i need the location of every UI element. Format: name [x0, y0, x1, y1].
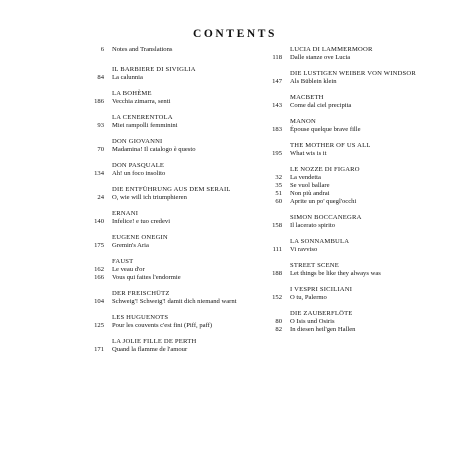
aria-entry[interactable] [248, 222, 438, 230]
page-number: 175 [94, 242, 104, 249]
contents-left-column [70, 46, 242, 362]
opera-entry [248, 286, 438, 302]
aria-title: Als Büblein klein [290, 78, 337, 85]
page-number: 104 [94, 298, 104, 305]
aria-entry[interactable] [248, 54, 438, 62]
opera-title: LA SONNAMBULA [290, 238, 350, 245]
aria-entry[interactable] [248, 190, 438, 198]
aria-title: Se vuol ballare [290, 182, 330, 189]
opera-title: DON GIOVANNI [112, 138, 163, 145]
page-number: 6 [100, 46, 104, 53]
opera-title: MANON [290, 118, 316, 125]
page-title: CONTENTS [192, 28, 278, 40]
aria-title: Le veau d'or [112, 266, 145, 273]
page-number: 134 [94, 170, 104, 177]
opera-title: EUGENE ONEGIN [112, 234, 168, 241]
page-number: 183 [272, 126, 282, 133]
page-number: 32 [275, 174, 282, 181]
aria-title: Infelice! e tuo credevi [112, 218, 171, 225]
page-number: 186 [94, 98, 104, 105]
aria-entry[interactable] [70, 266, 242, 274]
opera-entry [70, 114, 242, 130]
opera-entry [248, 70, 438, 86]
aria-entry[interactable] [70, 322, 242, 330]
page-number: 188 [272, 270, 282, 277]
aria-entry[interactable] [70, 170, 242, 178]
aria-title: La vendetta [290, 174, 321, 181]
aria-title: Let things be like they always was [290, 270, 381, 277]
aria-entry[interactable] [248, 78, 438, 86]
aria-title: Quand la flamme de l'amour [112, 346, 188, 353]
aria-entry[interactable] [248, 270, 438, 278]
aria-entry[interactable] [70, 242, 242, 250]
opera-entry [248, 94, 438, 110]
entry-title: Notes and Translations [112, 46, 173, 53]
opera-entry [248, 214, 438, 230]
aria-entry[interactable] [248, 126, 438, 134]
opera-entry [248, 166, 438, 206]
opera-title: ERNANI [112, 210, 139, 217]
aria-title: Vi ravviso [290, 246, 318, 253]
opera-title: DIE ENTFÜHRUNG AUS DEM SERAIL [112, 186, 231, 193]
aria-title: O Isis und Osiris [290, 318, 335, 325]
page-number: 195 [272, 150, 282, 157]
opera-title: LA CENERENTOLA [112, 114, 173, 121]
page-number: 152 [272, 294, 282, 301]
aria-entry[interactable] [70, 298, 242, 306]
opera-entry [248, 142, 438, 158]
intro-entry[interactable] [70, 46, 242, 54]
aria-title: Il lacerato spirito [290, 222, 336, 229]
aria-entry[interactable] [70, 346, 242, 354]
opera-entry [70, 314, 242, 330]
opera-title: FAUST [112, 258, 134, 265]
opera-title: DON PASQUALE [112, 162, 165, 169]
aria-title: O, wie will ich triumphieren [112, 194, 187, 201]
opera-title: STREET SCENE [290, 262, 339, 269]
page-number: 35 [275, 182, 282, 189]
aria-entry[interactable] [248, 150, 438, 158]
page-number: 70 [97, 146, 104, 153]
opera-title: IL BARBIERE DI SIVIGLIA [112, 66, 196, 73]
aria-entry[interactable] [70, 218, 242, 226]
opera-title: DIE ZAUBERFLÖTE [290, 310, 353, 317]
aria-title: Ah! un foco insolito [112, 170, 166, 177]
opera-title: DER FREISCHÜTZ [112, 290, 170, 297]
aria-entry[interactable] [248, 294, 438, 302]
opera-entry [70, 90, 242, 106]
aria-title: Dalle stanze ove Lucia [290, 54, 351, 61]
page-number: 140 [94, 218, 104, 225]
page-number: 82 [275, 326, 282, 333]
aria-title: Non più andrai [290, 190, 330, 197]
aria-title: What wis is it [290, 150, 327, 157]
contents-right-column [248, 46, 438, 342]
aria-title: Vous qui faites l'endormie [112, 274, 181, 281]
opera-entry [70, 338, 242, 354]
opera-entry [248, 310, 438, 334]
aria-title: O tu, Palermo [290, 294, 327, 301]
opera-entry [70, 162, 242, 178]
aria-title: Vecchia zimarra, senti [112, 98, 171, 105]
aria-title: Aprite un po' quegl'occhi [290, 198, 357, 205]
page-number: 162 [94, 266, 104, 273]
page-number: 118 [272, 54, 282, 61]
page-number: 147 [272, 78, 282, 85]
opera-entry [70, 138, 242, 154]
opera-entry [70, 186, 242, 202]
opera-title: SIMON BOCCANEGRA [290, 214, 362, 221]
aria-entry[interactable] [248, 318, 438, 326]
page-number: 24 [97, 194, 104, 201]
opera-title: LES HUGUENOTS [112, 314, 169, 321]
opera-title: DIE LUSTIGEN WEIBER VON WINDSOR [290, 70, 416, 77]
opera-title: I VESPRI SICILIANI [290, 286, 353, 293]
aria-entry[interactable] [248, 198, 438, 206]
aria-entry[interactable] [70, 74, 242, 82]
opera-entry [70, 258, 242, 282]
page-number: 166 [94, 274, 104, 281]
opera-entry [248, 262, 438, 278]
aria-title: In diesen heil'gen Hallen [290, 326, 356, 333]
aria-title: Miei rampolli femminini [112, 122, 178, 129]
opera-entry [248, 46, 438, 62]
aria-title: Gremin's Aria [112, 242, 149, 249]
aria-title: Madamina! Il catalogo è questo [112, 146, 196, 153]
aria-title: Schweig'! Schweig'! damit dich niemand warnt [112, 298, 237, 305]
opera-entry [70, 234, 242, 250]
page-number: 158 [272, 222, 282, 229]
opera-entry [248, 118, 438, 134]
opera-entry [70, 210, 242, 226]
aria-entry[interactable] [248, 326, 438, 334]
page-number: 93 [97, 122, 104, 129]
aria-title: La calunnia [112, 74, 143, 81]
opera-title: LA BOHÈME [112, 90, 152, 97]
aria-entry[interactable] [248, 102, 438, 110]
aria-title: Pour les couvents c'est fini (Piff, paff) [112, 322, 213, 329]
opera-entry [70, 290, 242, 306]
aria-entry[interactable] [248, 182, 438, 190]
page-number: 60 [275, 198, 282, 205]
aria-title: Come dal ciel precipita [290, 102, 352, 109]
opera-entry [70, 66, 242, 82]
page-number: 80 [275, 318, 282, 325]
opera-entry [248, 238, 438, 254]
opera-title: LE NOZZE DI FIGARO [290, 166, 360, 173]
page-number: 84 [97, 74, 104, 81]
page-number: 143 [272, 102, 282, 109]
page-number: 51 [275, 190, 282, 197]
opera-title: THE MOTHER OF US ALL [290, 142, 371, 149]
aria-entry[interactable] [70, 98, 242, 106]
page-number: 171 [94, 346, 104, 353]
aria-entry[interactable] [70, 274, 242, 282]
aria-entry[interactable] [70, 194, 242, 202]
page-number: 111 [272, 246, 282, 253]
opera-title: LUCIA DI LAMMERMOOR [290, 46, 373, 53]
aria-title: Épouse quelque brave fille [290, 126, 361, 133]
aria-entry[interactable] [248, 246, 438, 254]
aria-entry[interactable] [70, 146, 242, 154]
opera-title: MACBETH [290, 94, 324, 101]
aria-entry[interactable] [70, 122, 242, 130]
opera-title: LA JOLIE FILLE DE PERTH [112, 338, 197, 345]
page-number: 125 [94, 322, 104, 329]
aria-entry[interactable] [248, 174, 438, 182]
